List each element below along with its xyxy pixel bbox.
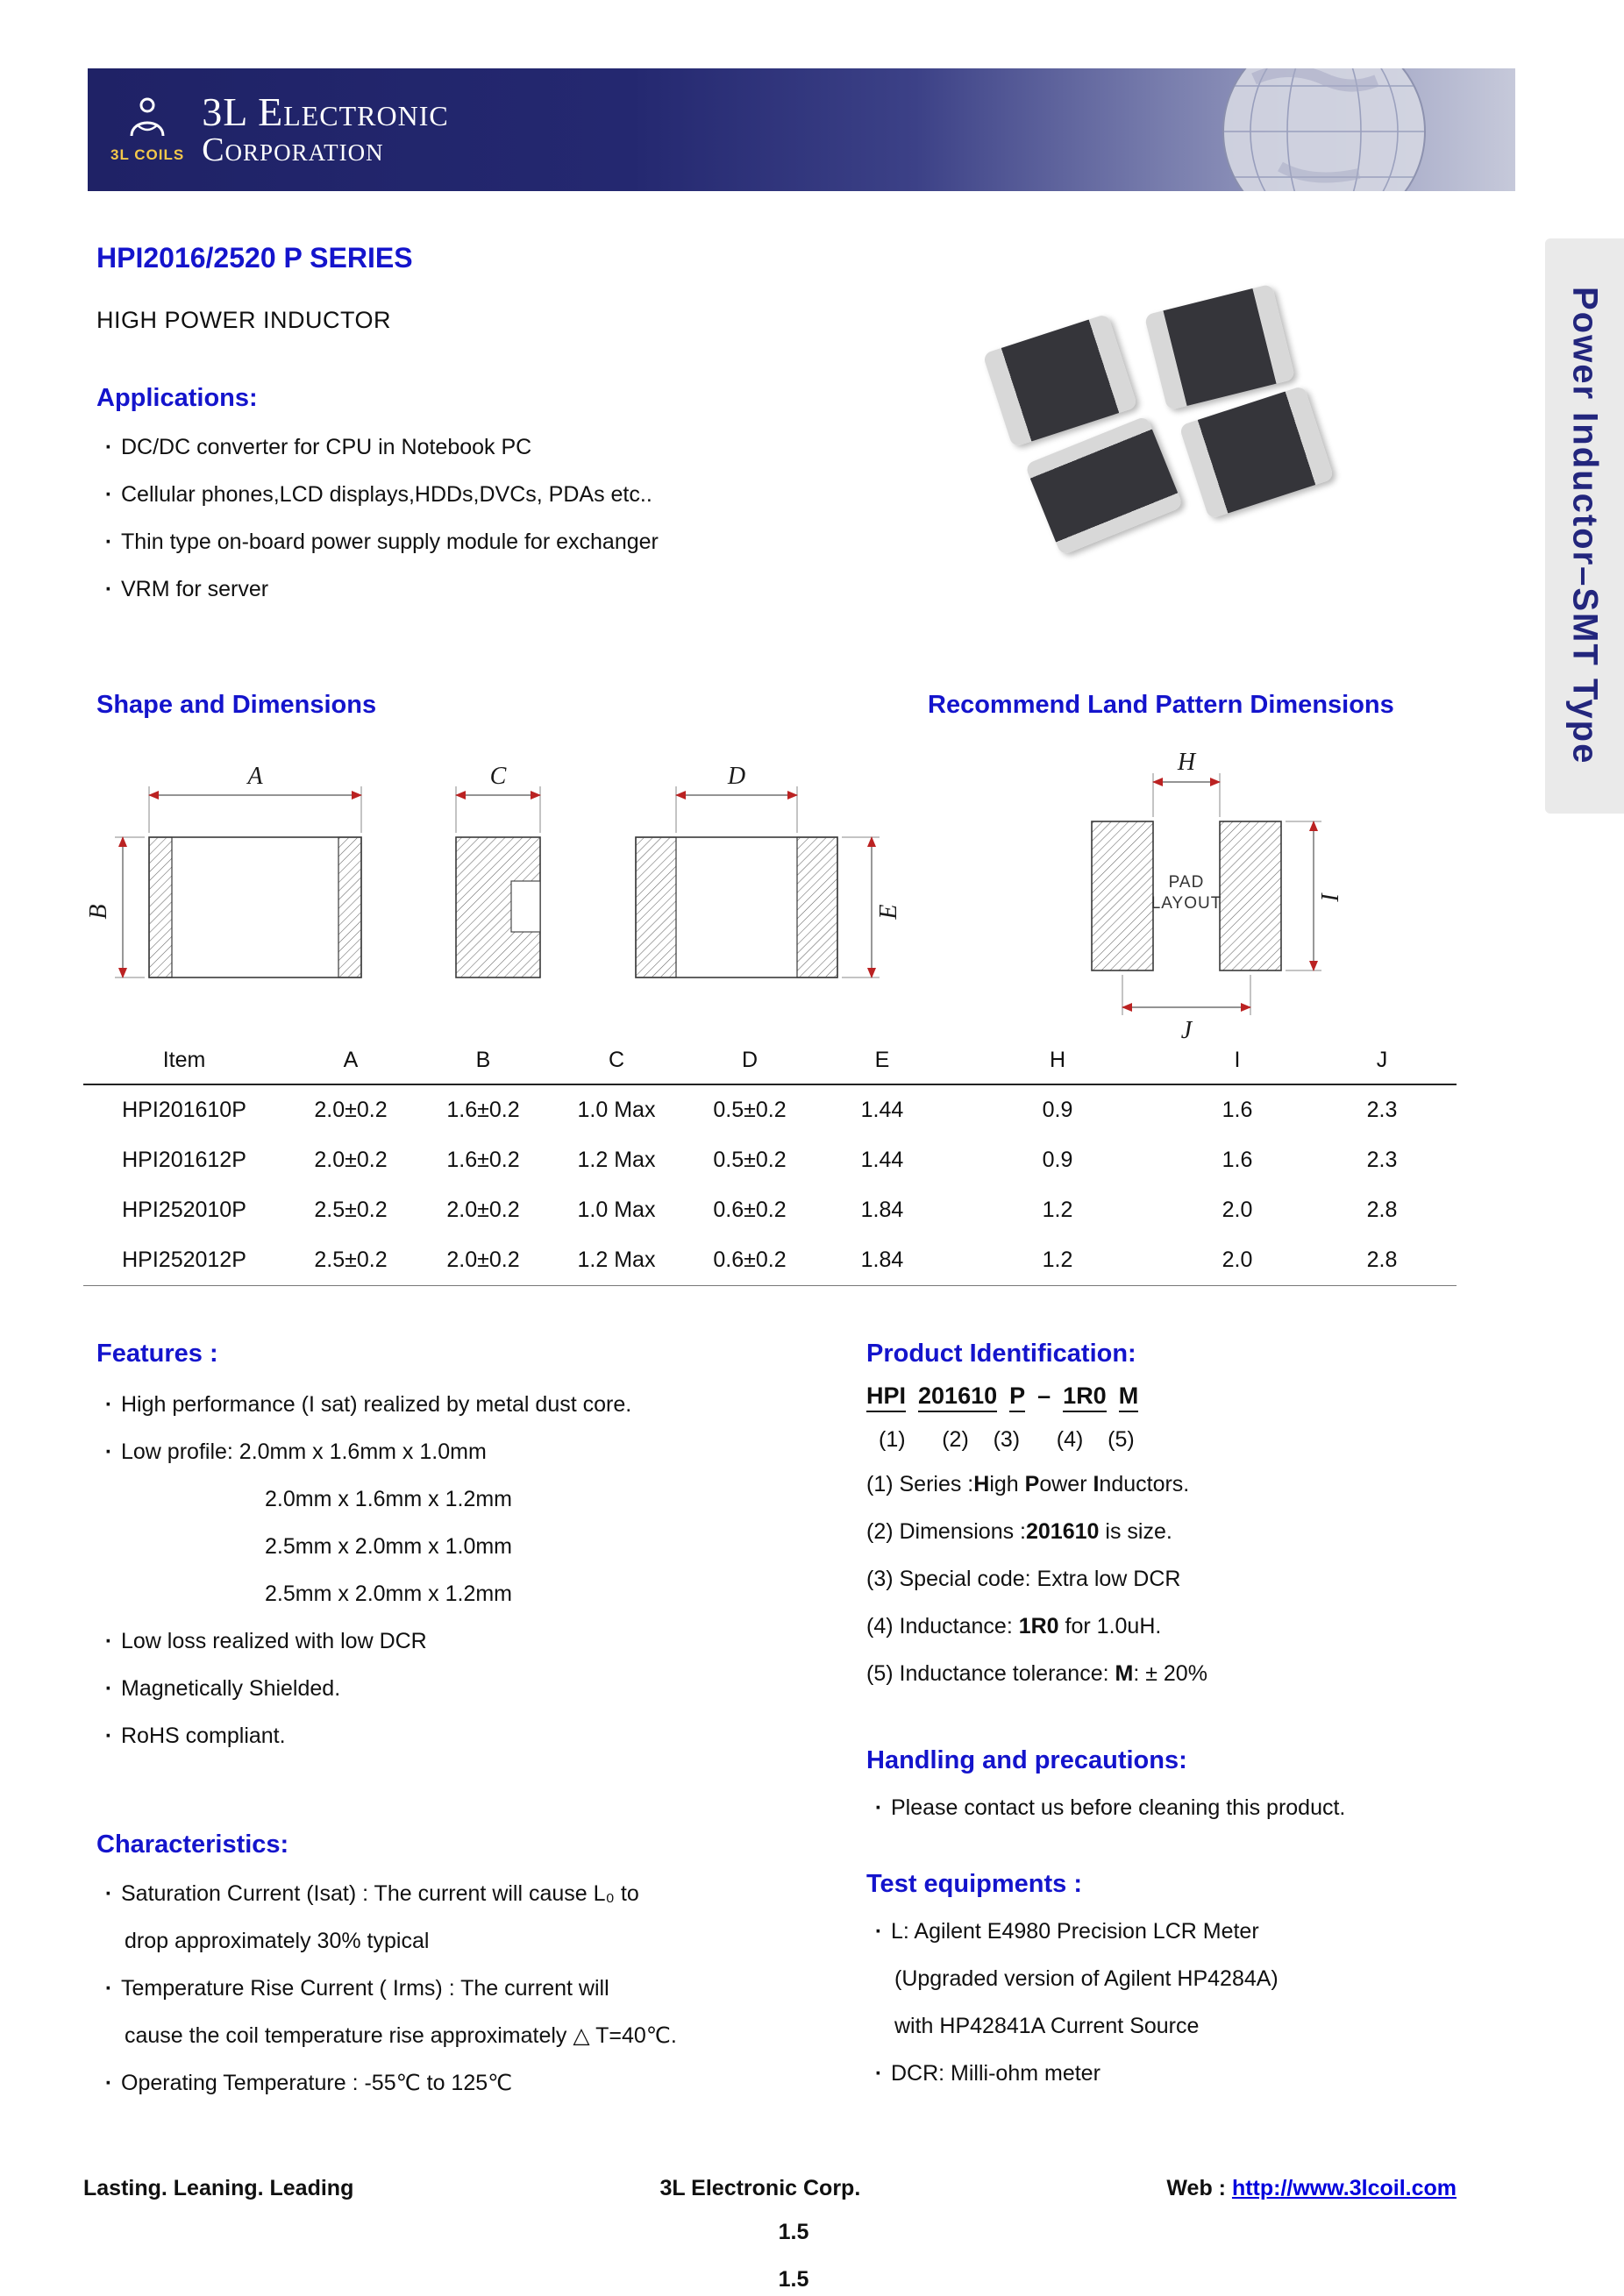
- text: (3) Special code: Extra low DCR: [866, 1567, 1181, 1591]
- text: Please contact us before cleaning this product.: [891, 1795, 1346, 1820]
- page-number: 1.5: [778, 2220, 809, 2244]
- inductor-component-image: [1144, 284, 1296, 411]
- text: drop approximately 30% typical: [125, 1929, 430, 1953]
- handling-heading: Handling and precautions:: [866, 1746, 1187, 1774]
- bullet: ·: [104, 1724, 113, 1748]
- pad-layout-label: PAD: [1168, 873, 1205, 892]
- code-inductance: 1R0: [1063, 1383, 1107, 1412]
- col-header: I: [1167, 1036, 1307, 1084]
- cell-item: HPI252012P: [83, 1235, 285, 1286]
- feature-text: High performance (I sat) realized by metal dust core.: [121, 1392, 632, 1417]
- text: 201610: [1026, 1519, 1100, 1544]
- cell: 2.5±0.2: [285, 1235, 417, 1286]
- right-column: [866, 1340, 1524, 2097]
- cell: 0.6±0.2: [683, 1235, 816, 1286]
- header-banner: [88, 68, 1515, 191]
- inductor-component-image: [1024, 416, 1183, 556]
- cell: 2.0±0.2: [446, 1198, 520, 1222]
- col-header: D: [683, 1036, 816, 1084]
- cell: 2.5±0.2: [314, 1198, 388, 1222]
- cell-item: HPI201612P: [122, 1148, 246, 1172]
- characteristics-item: [96, 1965, 868, 2012]
- applications-heading: Applications:: [96, 384, 258, 412]
- feature-text: 2.0mm x 1.6mm x 1.2mm: [265, 1487, 512, 1511]
- feature-text: Low profile: 2.0mm x 1.6mm x 1.0mm: [121, 1439, 487, 1464]
- cell: 2.0±0.2: [417, 1235, 550, 1286]
- test-item: [866, 2050, 1524, 2097]
- cell-item: HPI201610P: [122, 1098, 246, 1122]
- cell: 2.8: [1307, 1235, 1457, 1286]
- text: H: [973, 1472, 990, 1496]
- code-tolerance: M: [1119, 1383, 1139, 1412]
- bullet: ·: [104, 2071, 113, 2095]
- page-title: HPI2016/2520 P SERIES: [96, 242, 413, 274]
- text: with HP42841A Current Source: [894, 2014, 1200, 2038]
- applications-item: [96, 518, 886, 565]
- code-series: HPI: [866, 1383, 906, 1412]
- cell: 2.0: [1222, 1198, 1253, 1222]
- feature-item: [96, 1428, 851, 1475]
- cell: 2.0±0.2: [314, 1098, 388, 1122]
- text: DCR: Milli-ohm meter: [891, 2061, 1100, 2086]
- code-dimensions: 201610: [918, 1383, 997, 1412]
- test-item: [866, 1908, 1524, 1955]
- cell: 1.2 Max: [577, 1148, 656, 1172]
- cell: 1.6±0.2: [446, 1148, 520, 1172]
- table-row: [83, 1185, 1457, 1235]
- cell-item: HPI252010P: [122, 1198, 246, 1222]
- logo-line2: Corporation: [202, 132, 384, 169]
- handling-item: [866, 1784, 1524, 1831]
- text: L: Agilent E4980 Precision LCR Meter: [891, 1919, 1259, 1944]
- col-header: B: [417, 1036, 550, 1084]
- bullet: ·: [104, 1392, 113, 1417]
- cell: 1.2: [1042, 1198, 1073, 1222]
- dim-label-H: H: [1177, 749, 1196, 776]
- cell: 2.3: [1366, 1148, 1398, 1172]
- website-link[interactable]: http://www.3lcoil.com: [1231, 2176, 1457, 2200]
- inductor-component-image: [1179, 386, 1334, 520]
- cell: 1.44: [860, 1098, 904, 1122]
- text: (5) Inductance tolerance:: [866, 1661, 1115, 1686]
- globe-image: [1157, 68, 1491, 191]
- feature-item: [96, 1617, 851, 1665]
- applications-item-text: Thin type on-board power supply module for exchanger: [121, 530, 659, 554]
- feature-text: RoHS compliant.: [121, 1724, 286, 1748]
- cell: 1.84: [816, 1235, 948, 1286]
- test-equipment-section: [866, 1870, 1524, 2097]
- text: Operating Temperature : -55℃ to 125℃: [121, 2071, 513, 2095]
- col-header: H: [948, 1036, 1167, 1084]
- bullet: ·: [104, 435, 113, 459]
- applications-item-text: VRM for server: [121, 577, 269, 601]
- pid-line-1: [866, 1461, 1524, 1508]
- applications-item: [96, 565, 886, 613]
- dim-label-E: E: [875, 904, 902, 920]
- dim-label-I: I: [1317, 893, 1344, 902]
- product-identification-section: [866, 1340, 1524, 1697]
- cell: 1.6: [1222, 1098, 1253, 1122]
- cell: 1.6±0.2: [446, 1098, 520, 1122]
- side-tab-label: Power Inductor–SMT Type: [1565, 287, 1605, 765]
- code-position-numbers: (1) (2) (3) (4) (5): [879, 1427, 1135, 1452]
- text: for 1.0uH.: [1058, 1614, 1162, 1638]
- table-header-row: [83, 1036, 1457, 1084]
- feature-item: [96, 1712, 851, 1759]
- cell: 2.0: [1167, 1235, 1307, 1286]
- land-pattern-drawing: [1092, 749, 1344, 1043]
- front-view-drawing: [85, 763, 361, 977]
- text: igh: [989, 1472, 1025, 1496]
- cell: 0.5±0.2: [713, 1148, 787, 1172]
- text: (4) Inductance:: [866, 1614, 1019, 1638]
- feature-item: [96, 1665, 851, 1712]
- characteristics-item: [96, 2059, 868, 2107]
- cell: 0.9: [1042, 1148, 1073, 1172]
- dimension-drawings: [83, 738, 1457, 1043]
- text: nductors.: [1099, 1472, 1190, 1496]
- product-identification-heading: Product Identification:: [866, 1340, 1136, 1368]
- dimensions-table: [83, 1036, 1457, 1286]
- table-row: [83, 1084, 1457, 1135]
- land-pattern-heading: Recommend Land Pattern Dimensions: [928, 691, 1394, 719]
- text: I: [1093, 1472, 1100, 1496]
- cell: 1.0 Max: [577, 1098, 656, 1122]
- side-view-drawing: [456, 763, 540, 977]
- logo-icon: [124, 96, 171, 145]
- footer-slogan: Lasting. Leaning. Leading: [83, 2176, 354, 2200]
- web-label: Web :: [1166, 2176, 1232, 2200]
- applications-item-text: Cellular phones,LCD displays,HDDs,DVCs, PDAs etc..: [121, 482, 652, 507]
- pid-line-5: [866, 1650, 1524, 1697]
- applications-item: [96, 423, 886, 471]
- bullet: ·: [104, 1439, 113, 1464]
- col-header: J: [1307, 1036, 1457, 1084]
- code-dash: –: [1037, 1383, 1051, 1409]
- cell: 1.2 Max: [550, 1235, 683, 1286]
- part-number-code: [866, 1383, 1524, 1410]
- characteristics-heading: Characteristics:: [96, 1830, 289, 1859]
- bullet: ·: [104, 1881, 113, 1906]
- pid-line-2: [866, 1508, 1524, 1555]
- dim-label-C: C: [489, 763, 507, 790]
- text: 1R0: [1018, 1614, 1059, 1638]
- cell: 1.2: [948, 1235, 1167, 1286]
- cell: 2.0±0.2: [314, 1148, 388, 1172]
- cell: 1.0 Max: [577, 1198, 656, 1222]
- col-header: E: [816, 1036, 948, 1084]
- text: Temperature Rise Current ( Irms) : The current will: [121, 1976, 609, 2001]
- feature-item-continuation: [96, 1570, 851, 1617]
- feature-text: 2.5mm x 2.0mm x 1.0mm: [265, 1534, 512, 1559]
- text: (Upgraded version of Agilent HP4284A): [894, 1966, 1279, 1991]
- text: (2) Dimensions :: [866, 1519, 1026, 1544]
- dim-label-D: D: [727, 763, 746, 790]
- bullet: ·: [104, 1629, 113, 1653]
- pid-line-4: [866, 1603, 1524, 1650]
- col-header: C: [550, 1036, 683, 1084]
- features-section: [96, 1340, 851, 1759]
- characteristics-section: [96, 1830, 868, 2107]
- bullet: ·: [104, 530, 113, 554]
- pad-layout-label: LAYOUT: [1150, 894, 1222, 913]
- text: : ± 20%: [1133, 1661, 1207, 1686]
- text: cause the coil temperature rise approximately △ T=40℃.: [125, 2023, 677, 2048]
- test-item-continuation: [866, 2002, 1524, 2050]
- table-row: [83, 1235, 1457, 1286]
- page-subtitle: HIGH POWER INDUCTOR: [96, 307, 392, 333]
- characteristics-item: [96, 1870, 868, 1917]
- applications-item-text: DC/DC converter for CPU in Notebook PC: [121, 435, 532, 459]
- text: is size.: [1099, 1519, 1172, 1544]
- dim-label-J: J: [1180, 1017, 1193, 1043]
- cell: 0.5±0.2: [713, 1098, 787, 1122]
- company-logo: [110, 77, 449, 182]
- logo-wordmark: [202, 89, 449, 169]
- footer-company: 3L Electronic Corp.: [659, 2176, 861, 2200]
- bullet: ·: [874, 2061, 883, 2086]
- feature-item-continuation: [96, 1523, 851, 1570]
- feature-text: 2.5mm x 2.0mm x 1.2mm: [265, 1582, 512, 1606]
- test-equipment-heading: Test equipments :: [866, 1870, 1082, 1898]
- text: P: [1024, 1472, 1040, 1496]
- test-item-continuation: [866, 1955, 1524, 2002]
- handling-section: [866, 1746, 1524, 1831]
- bullet: ·: [874, 1919, 883, 1944]
- feature-text: Magnetically Shielded.: [121, 1676, 341, 1701]
- characteristics-continuation: [96, 2012, 868, 2059]
- dim-label-A: A: [247, 763, 263, 790]
- cell: 1.6: [1222, 1148, 1253, 1172]
- feature-text: Low loss realized with low DCR: [121, 1629, 427, 1653]
- col-header: A: [285, 1036, 417, 1084]
- logo-line1: 3L Electronic: [202, 89, 449, 135]
- bullet: ·: [104, 1676, 113, 1701]
- cell: 0.6±0.2: [713, 1198, 787, 1222]
- col-header: Item: [83, 1036, 285, 1084]
- applications-item: [96, 471, 886, 518]
- feature-item: [96, 1381, 851, 1428]
- bottom-view-drawing: [636, 763, 902, 977]
- product-photo: [980, 296, 1340, 559]
- bullet: ·: [104, 1976, 113, 2001]
- footer-web: [1166, 2176, 1457, 2201]
- cell: 2.3: [1366, 1098, 1398, 1122]
- page-number-2: 1.5: [778, 2267, 809, 2292]
- logo-sub-label: 3L COILS: [110, 146, 185, 163]
- text: (1) Series :: [866, 1472, 974, 1496]
- side-tab-power-inductor: [1545, 238, 1624, 814]
- text: M: [1115, 1661, 1134, 1686]
- code-special: P: [1009, 1383, 1025, 1412]
- characteristics-continuation: [96, 1917, 868, 1965]
- page-footer: [83, 2176, 1457, 2201]
- text: Saturation Current (Isat) : The current will cause L₀ to: [121, 1881, 639, 1906]
- cell: 0.9: [1042, 1098, 1073, 1122]
- pid-line-3: [866, 1555, 1524, 1603]
- feature-item-continuation: [96, 1475, 851, 1523]
- text: ower: [1039, 1472, 1093, 1496]
- cell: 2.8: [1366, 1198, 1398, 1222]
- shape-dimensions-heading: Shape and Dimensions: [96, 691, 377, 719]
- features-heading: Features :: [96, 1340, 218, 1368]
- dim-label-B: B: [85, 904, 112, 920]
- applications-section: [96, 384, 886, 613]
- bullet: ·: [874, 1795, 883, 1820]
- cell: 1.44: [860, 1148, 904, 1172]
- cell: 1.84: [860, 1198, 904, 1222]
- bullet: ·: [104, 577, 113, 601]
- bullet: ·: [104, 482, 113, 507]
- table-row: [83, 1135, 1457, 1185]
